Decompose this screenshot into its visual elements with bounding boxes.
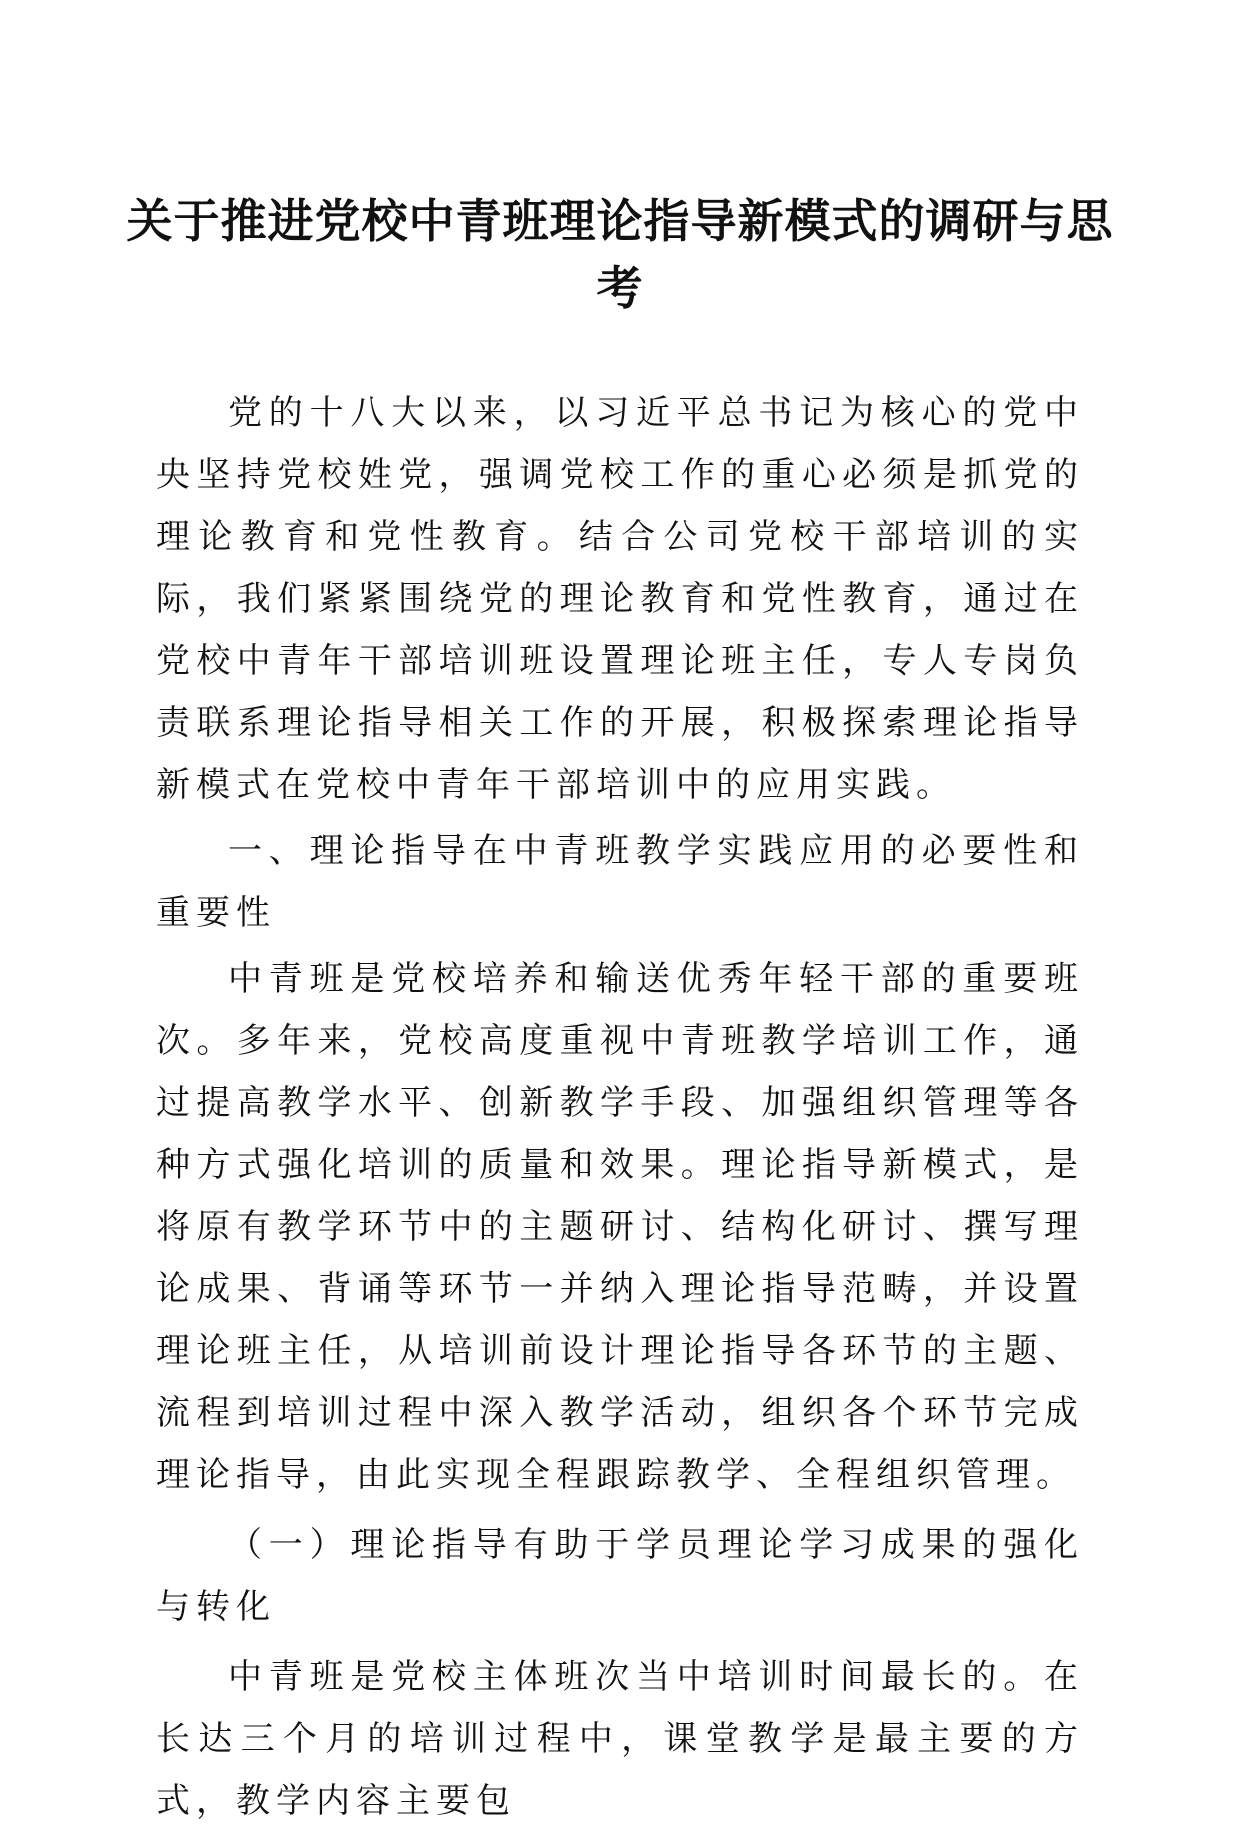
subsection-1-paragraph: 中青班是党校主体班次当中培训时间最长的。在长达三个月的培训过程中，课堂教学是最主要的方式，教学内容主要包: [156, 1657, 1084, 1821]
intro-paragraph: 党的十八大以来，以习近平总书记为核心的党中央坚持党校姓党，强调党校工作的重心必须是抓党的理论教育和党性教育。结合公司党校干部培训的实际，我们紧紧围绕党的理论教育和党性教育，通过在党校中青年干部培训班设置理论班主任，专人专岗负责联系理论指导相关工作的开展，积极探索理论指导新模式在党校中青年干部培训中的应用实践。: [156, 393, 1084, 805]
subsection-heading-1: （一）理论指导有助于学员理论学习成果的强化与转化: [156, 1525, 1084, 1627]
document-body: [156, 382, 1084, 1832]
section-heading-1: 一、理论指导在中青班教学实践应用的必要性和重要性: [156, 831, 1084, 933]
document-title: 关于推进党校中青班理论指导新模式的调研与思考: [126, 194, 1114, 315]
section-1-paragraph: 中青班是党校培养和输送优秀年轻干部的重要班次。多年来，党校高度重视中青班教学培训工作，通过提高教学水平、创新教学手段、加强组织管理等各种方式强化培训的质量和效果。理论指导新模式，是将原有教学环节中的主题研讨、结构化研讨、撰写理论成果、背诵等环节一并纳入理论指导范畴，并设置理论班主任，从培训前设计理论指导各环节的主题、流程到培训过程中深入教学活动，组织各个环节完成理论指导，由此实现全程跟踪教学、全程组织管理。: [156, 959, 1084, 1495]
